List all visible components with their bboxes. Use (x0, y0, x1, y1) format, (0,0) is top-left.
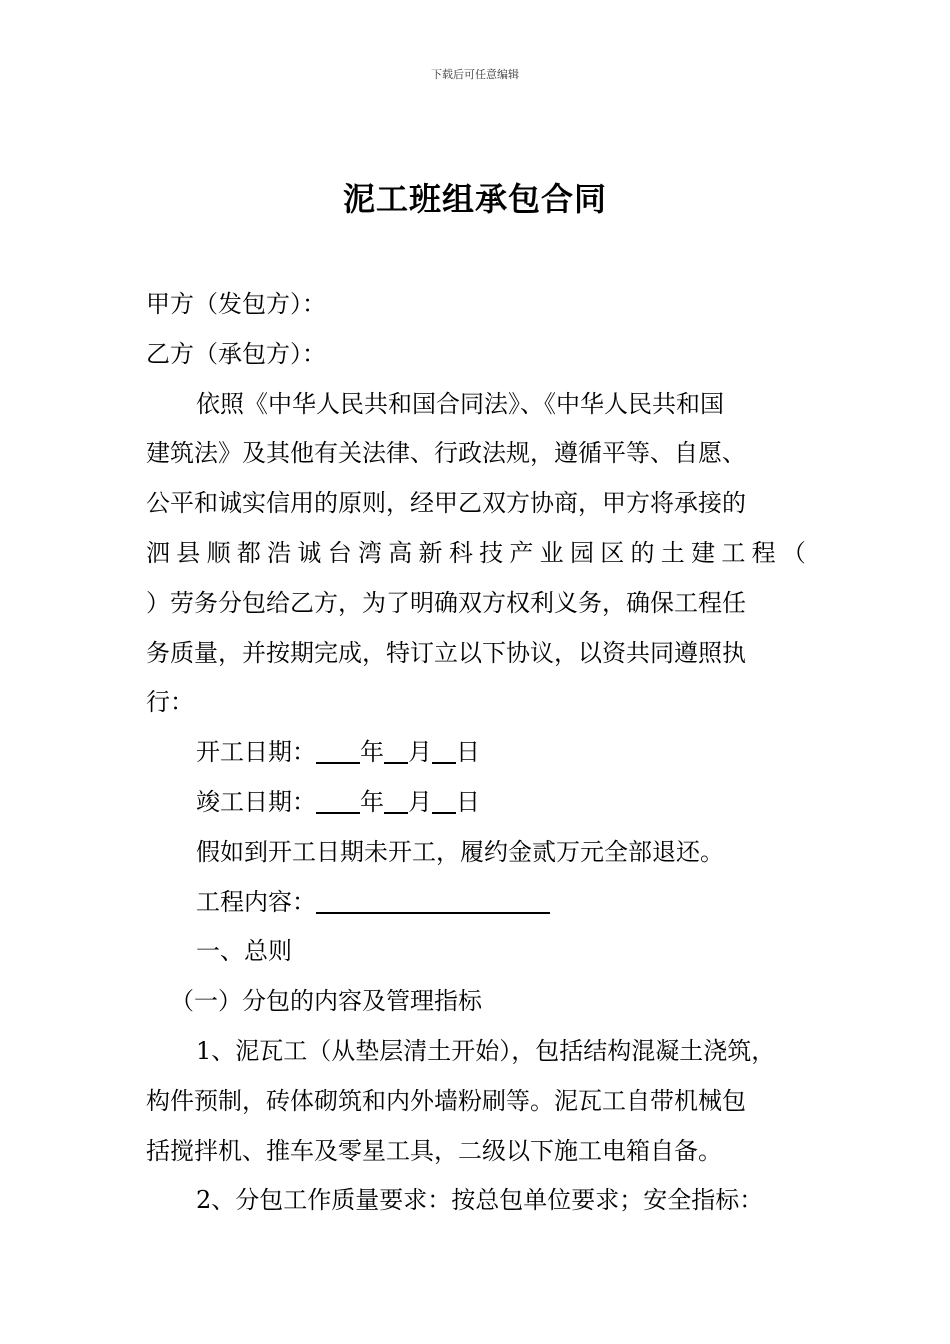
start-month-blank[interactable] (384, 732, 408, 764)
justified-char: 湾 (357, 538, 382, 567)
justified-char: 县 (176, 538, 201, 567)
end-day-unit: 日 (456, 787, 480, 816)
preamble-line-1: 依照《中华人民共和国合同法》、《中华人民共和国 (196, 389, 724, 418)
header-note: 下载后可任意编辑 (431, 68, 519, 81)
item-2-line: 2、分包工作质量要求：按总包单位要求；安全指标： (196, 1186, 764, 1215)
item-1-line-1: 1、泥瓦工（从垫层清土开始），包括结构混凝土浇筑， (196, 1036, 776, 1065)
preamble-line-5: ）劳务分包给乙方，为了明确双方权利义务，确保工程任 (146, 588, 746, 617)
justified-char: 工 (721, 538, 746, 567)
end-date-line (146, 778, 826, 828)
start-year-unit: 年 (360, 738, 384, 767)
party-a-line: 甲方（发包方）： (146, 290, 326, 318)
justified-char: 的 (630, 538, 655, 567)
section-1-heading: 一、总则 (196, 937, 292, 966)
preamble-line-6: 务质量，并按期完成，特订立以下协议，以资共同遵照执 (146, 638, 746, 667)
end-date-label: 竣工日期： (196, 787, 316, 816)
refund-clause: 假如到开工日期未开工，履约金贰万元全部退还。 (196, 837, 724, 866)
end-year-blank[interactable] (316, 782, 360, 814)
preamble-line-7: 行： (146, 688, 194, 717)
subsection-1-heading: （一）分包的内容及管理指标 (170, 987, 482, 1016)
justified-char: 泗 (146, 538, 170, 567)
start-date-label: 开工日期： (196, 738, 316, 767)
start-month-unit: 月 (408, 738, 432, 767)
party-b-line: 乙方（承包方）： (146, 339, 326, 368)
justified-char: 业 (539, 538, 564, 567)
start-day-blank[interactable] (432, 732, 456, 764)
item-1-line-2: 构件预制，砖体砌筑和内外墙粉刷等。泥瓦工自带机械包 (146, 1086, 746, 1115)
justified-char: 顺 (206, 538, 231, 567)
justified-char: 程 (751, 538, 776, 567)
justified-char: 都 (236, 538, 261, 567)
justified-char: 土 (660, 538, 685, 567)
justified-char: 台 (327, 538, 352, 567)
document-body (146, 280, 826, 1226)
start-day-unit: 日 (456, 738, 480, 767)
project-content-blank[interactable] (316, 882, 550, 914)
justified-char: 园 (569, 538, 594, 567)
justified-char: 技 (479, 538, 504, 567)
justified-char: 产 (509, 538, 534, 567)
item-1-line-3: 括搅拌机、推车及零星工具，二级以下施工电箱自备。 (146, 1136, 722, 1165)
preamble-line-4 (146, 529, 806, 579)
project-content-line (146, 878, 826, 928)
project-content-label: 工程内容： (196, 887, 316, 916)
start-year-blank[interactable] (316, 732, 360, 764)
justified-char: 区 (600, 538, 625, 567)
end-year-unit: 年 (360, 787, 384, 816)
document-title: 泥工班组承包合同 (342, 180, 607, 218)
end-month-unit: 月 (408, 787, 432, 816)
justified-char: 新 (418, 538, 443, 567)
justified-char: 高 (388, 538, 413, 567)
justified-char: 浩 (267, 538, 292, 567)
preamble-line-2: 建筑法》及其他有关法律、行政法规，遵循平等、自愿、 (146, 439, 746, 468)
start-date-line (146, 728, 826, 778)
justified-char: 建 (691, 538, 716, 567)
justified-char: （ (781, 538, 806, 567)
end-month-blank[interactable] (384, 782, 408, 814)
preamble-line-3: 公平和诚实信用的原则，经甲乙双方协商，甲方将承接的 (146, 489, 746, 518)
justified-char: 科 (448, 538, 473, 567)
justified-char: 诚 (297, 538, 322, 567)
end-day-blank[interactable] (432, 782, 456, 814)
